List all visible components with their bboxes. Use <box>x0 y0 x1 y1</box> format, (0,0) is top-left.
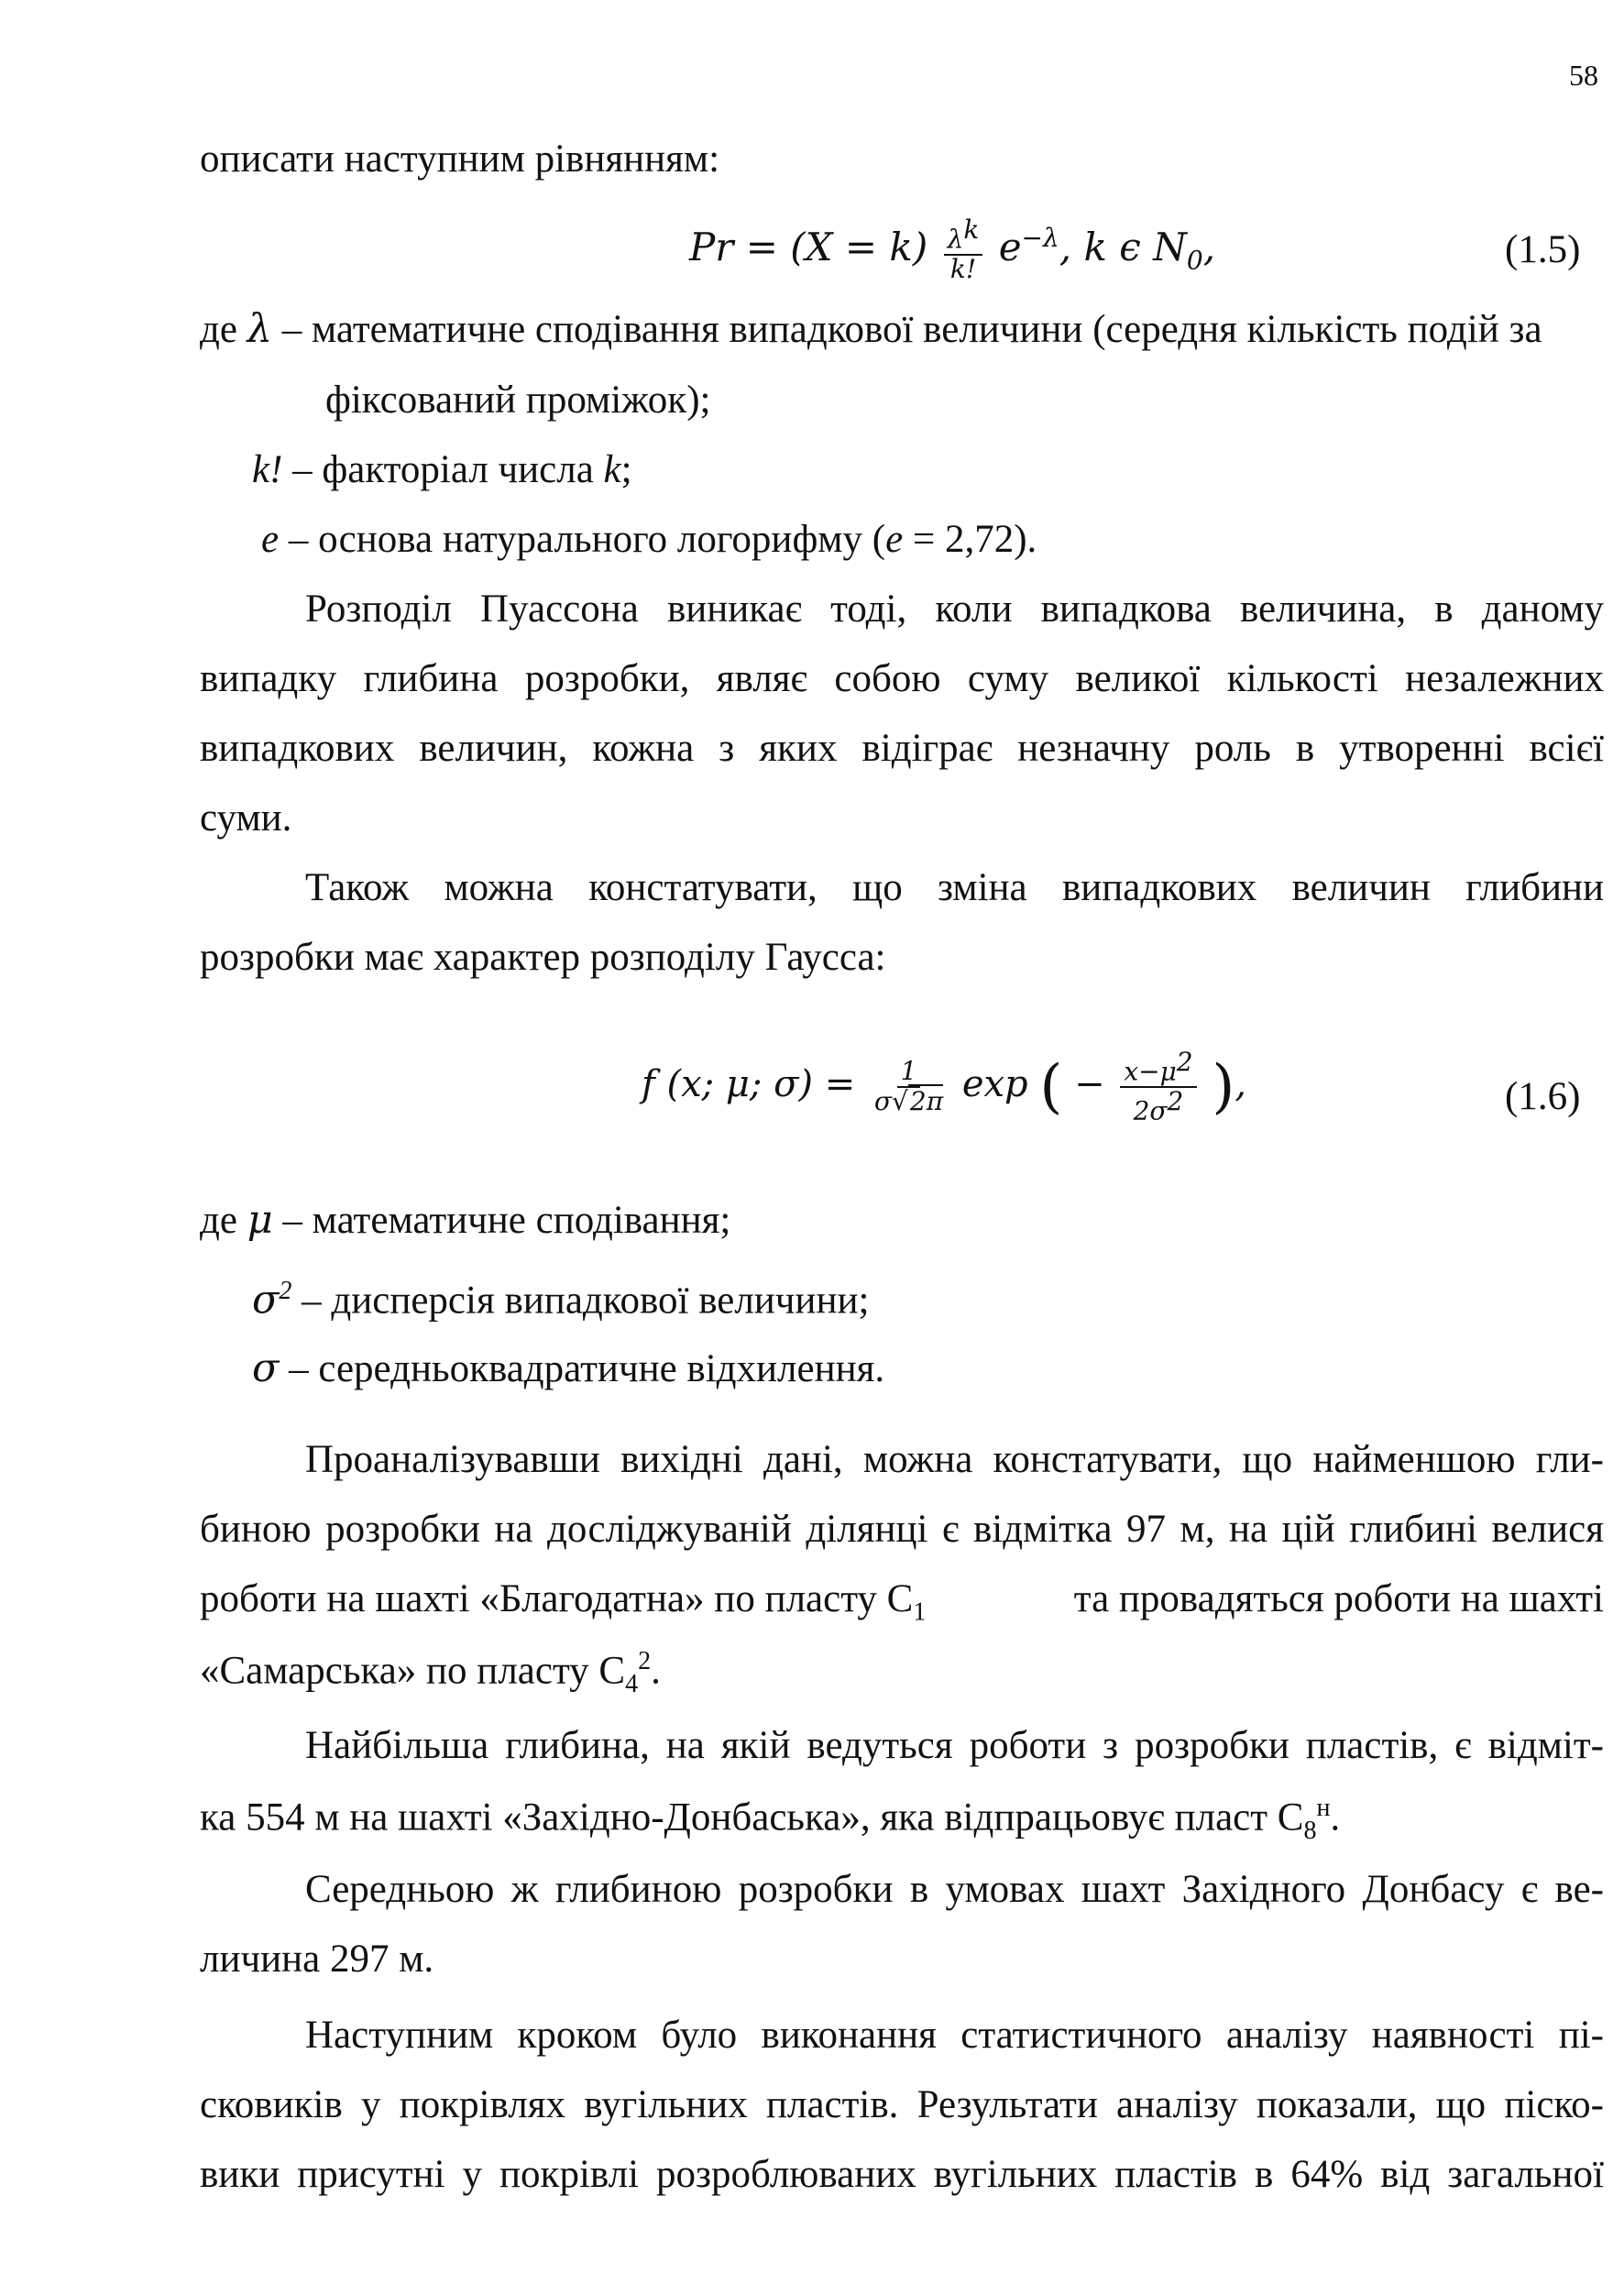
paragraph-poisson-4: суми. <box>200 796 292 840</box>
paragraph-sandstone-2: сковиків у покрівлях вугільних пластів. Результати аналізу показали, що піско- <box>200 2083 1604 2126</box>
eq1-tail: , k ϵ N <box>1059 224 1187 269</box>
k-factorial-symbol: k! <box>252 448 283 491</box>
sqrt-icon: √ <box>892 1086 908 1117</box>
eq2-paren-close: ) <box>1212 1053 1235 1122</box>
paragraph-poisson-3: випадкових величин, кожна з яких відіграє незначну роль в утворенні всієї <box>200 727 1604 770</box>
eq2-fraction-2 <box>1120 1049 1196 1126</box>
stddev-definition: – середньоквадратичне відхилення. <box>289 1347 885 1390</box>
eq2-frac2-num: x−μ <box>1124 1056 1177 1087</box>
definition-e <box>261 520 1037 559</box>
definition-stddev <box>252 1345 885 1391</box>
eq1-fraction <box>944 216 983 284</box>
sigma-squared-sup: 2 <box>279 1277 292 1305</box>
eq2-tail: , <box>1234 1063 1246 1106</box>
eq2-frac1-den-sigma: σ <box>873 1086 893 1117</box>
paragraph-analysis-2: биною розробки на досліджуваній ділянці є відмітка 97 м, на цій глибині велися <box>200 1508 1604 1551</box>
factorial-definition: – факторіал числа <box>292 448 594 491</box>
e-symbol: e <box>261 518 280 561</box>
eq2-minus: − <box>1074 1063 1105 1106</box>
analysis-3-sub: 1 <box>913 1598 927 1627</box>
semicolon: ; <box>620 448 632 491</box>
analysis-4-sub: 4 <box>625 1669 639 1698</box>
e-value: = 2,72). <box>912 518 1037 561</box>
eq2-paren-open: ( <box>1039 1053 1063 1122</box>
max-depth-2-sub: 8 <box>1303 1816 1317 1845</box>
paragraph-analysis-3 <box>200 1579 1604 1626</box>
eq1-frac-num: λ <box>947 224 964 255</box>
equation-number-1-6: (1.6) <box>1505 1075 1581 1118</box>
eq2-exp: exp <box>961 1063 1028 1106</box>
paragraph-max-depth-1: Найбільша глибина, на якій ведуться роботи з розробки пластів, є відміт- <box>305 1724 1604 1767</box>
definition-lambda-cont: фіксований проміжок); <box>325 379 711 422</box>
analysis-3b: та провадяться роботи на шахті <box>1073 1577 1604 1620</box>
de-label: де <box>200 308 237 351</box>
paragraph-poisson-2: випадку глибина розробки, являє собою суму великої кількості незалежних <box>200 657 1604 700</box>
variance-definition: – дисперсія випадкової величини; <box>302 1279 870 1323</box>
intro-text: описати наступним рівнянням: <box>200 137 720 181</box>
analysis-3a: роботи на шахті «Благодатна» по пласту С <box>200 1577 914 1620</box>
eq2-frac1-den-sqrt: 2π <box>909 1086 944 1117</box>
analysis-4a: «Самарська» по пласту С <box>200 1649 626 1693</box>
lambda-symbol: λ <box>247 306 272 352</box>
max-depth-2-sup: н <box>1316 1794 1331 1822</box>
definition-factorial <box>252 450 632 489</box>
eq2-frac2-num-sup: 2 <box>1176 1047 1193 1077</box>
eq1-frac-num-sup: k <box>963 214 980 245</box>
paragraph-sandstone-1: Наступним кроком було виконання статистичного аналізу наявності пі- <box>305 2014 1604 2057</box>
mu-symbol: μ <box>247 1197 273 1243</box>
lambda-definition: – математичне сподівання випадкової величини (середня кількість подій за <box>281 308 1542 351</box>
k-symbol: k <box>603 448 621 491</box>
paragraph-gauss-1: Також можна констатувати, що зміна випадкових величин глибини <box>305 866 1604 909</box>
mu-definition: – математичне сподівання; <box>282 1199 731 1242</box>
eq2-frac1-num: 1 <box>897 1058 921 1088</box>
e-symbol-2: e <box>885 518 904 561</box>
page-number: 58 <box>1569 59 1598 92</box>
sigma-symbol: σ <box>252 1277 280 1323</box>
paragraph-mean-depth-1: Середньою ж глибиною розробки в умовах шахт Західного Донбасу є ве- <box>305 1868 1604 1911</box>
paragraph-mean-depth-2: личина 297 м. <box>200 1938 434 1981</box>
max-depth-2b: . <box>1330 1795 1341 1839</box>
paragraph-analysis-1: Проаналізувавши вихідні дані, можна констатувати, що найменшою гли- <box>305 1438 1604 1481</box>
eq2-frac2-den: 2σ <box>1133 1095 1168 1126</box>
paragraph-gauss-2: розробки має характер розподілу Гаусса: <box>200 936 886 979</box>
eq1-lhs: Pr = (X = k) <box>689 224 928 269</box>
eq2-lhs: f (x; μ; σ) = <box>642 1063 856 1106</box>
analysis-4-sup: 2 <box>638 1647 652 1675</box>
equation-1-5 <box>689 216 1215 284</box>
definition-mu <box>200 1197 731 1243</box>
eq2-fraction-1 <box>871 1058 947 1116</box>
paragraph-poisson-1: Розподіл Пуассона виникає тоді, коли випадкова величина, в даному <box>305 587 1604 631</box>
intro-line <box>200 139 719 179</box>
paragraph-sandstone-3: вики присутні у покрівлі розроблюваних вугільних пластів в 64% від загальної <box>200 2153 1604 2196</box>
equation-number-1-5: (1.5) <box>1505 228 1581 271</box>
paragraph-max-depth-2 <box>200 1795 1340 1844</box>
eq1-tail-sub: 0 <box>1186 245 1203 276</box>
equation-1-6 <box>642 1049 1246 1126</box>
e-definition: – основа натурального логорифму ( <box>288 518 886 561</box>
definition-variance <box>252 1277 870 1323</box>
analysis-4b: . <box>651 1649 661 1693</box>
eq1-tail-end: , <box>1202 224 1216 269</box>
sigma-symbol-2: σ <box>252 1345 280 1391</box>
definition-lambda <box>200 306 1604 352</box>
max-depth-2a: ка 554 м на шахті «Західно-Донбаська», яка відпрацьовує пласт С <box>200 1795 1304 1839</box>
eq1-e-sup: −λ <box>1021 222 1059 253</box>
paragraph-analysis-4 <box>200 1649 661 1697</box>
de-label-2: де <box>200 1199 237 1242</box>
eq2-frac2-den-sup: 2 <box>1167 1086 1184 1117</box>
eq1-e: e <box>998 224 1022 269</box>
eq1-frac-den: k! <box>949 254 977 285</box>
